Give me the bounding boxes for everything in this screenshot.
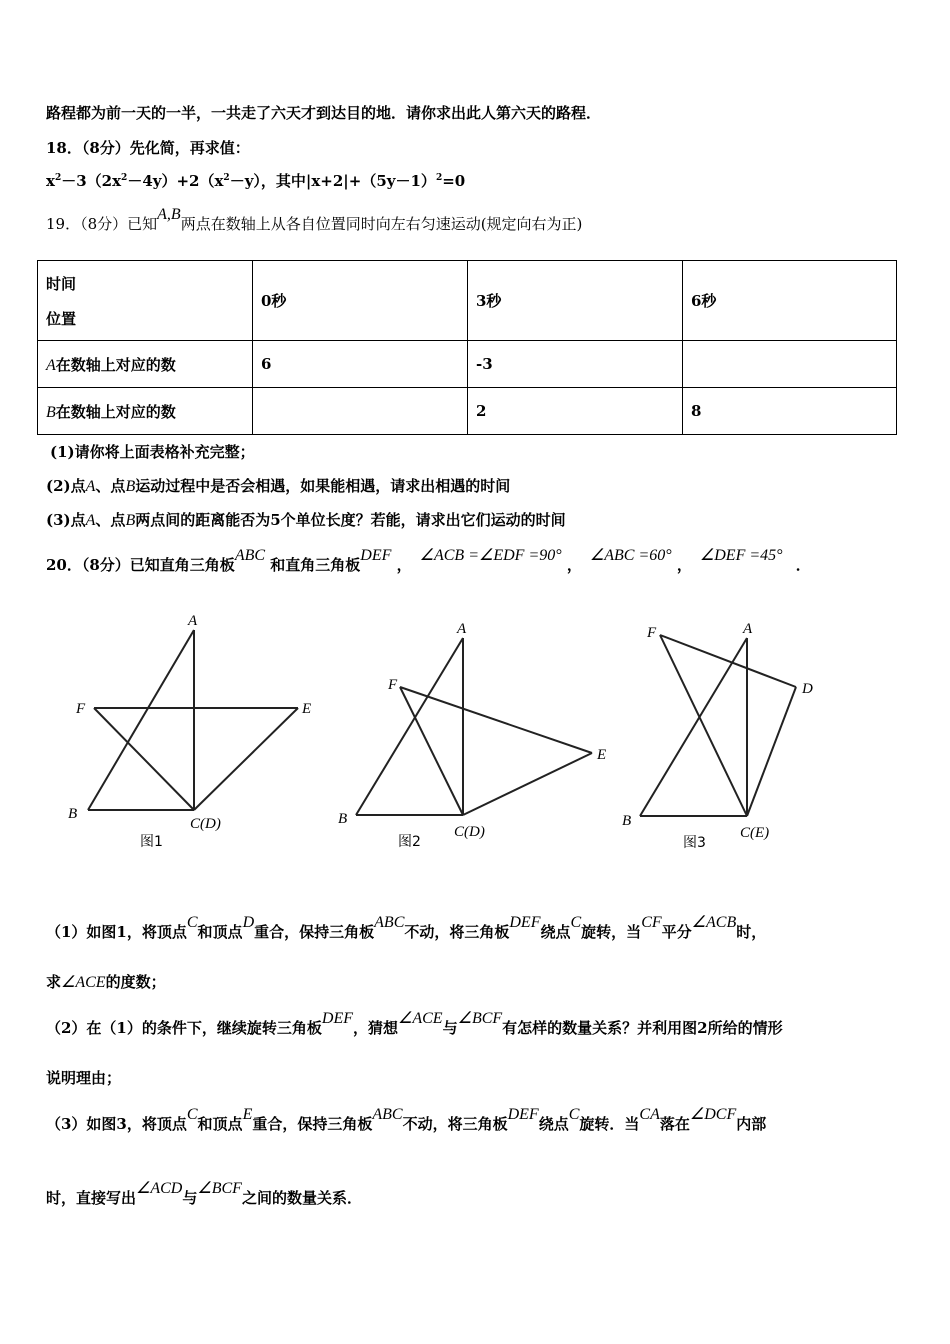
table-header-cell: 6秒 [683,261,897,341]
q20-part2-line2: 说明理由； [46,1069,122,1087]
table-cell [683,341,897,388]
q20-part1-line1: （1）如图1，将顶点C和顶点D重合，保持三角板ABC不动，将三角板DEF绕点C旋转，当CF平分∠ACB时， [46,914,767,941]
table-header-cell: 3秒 [468,261,683,341]
q20-title: 20．（8分）已知直角三角板ABC 和直角三角板DEF ，∠ACB =∠EDF =90° ，∠ABC =60° ，∠DEF =45° ． [46,547,811,574]
q19-table [37,260,897,435]
label-e: E [302,701,312,717]
intro-text: 路程都为前一天的一半，一共走了六天才到达目的地．请你求出此人第六天的路程． [46,104,602,122]
q19-part3: (3)点A、点B两点间的距离能否为5个单位长度？若能，请求出它们运动的时间 [46,511,566,529]
label-a: A [457,621,467,637]
label-cd: C(D) [454,824,485,840]
q19-part2: (2)点A、点B运动过程中是否会相遇，如果能相遇，请求出相遇的时间 [46,477,511,495]
figure-3 [610,605,860,865]
table-row-label: B在数轴上对应的数 [38,388,253,435]
label-b: B [68,806,78,822]
label-a: A [188,613,198,629]
label-ce: C(E) [740,825,770,841]
caption-fig2: 图2 [398,834,421,850]
label-b: B [622,813,632,829]
table-cell [253,388,468,435]
q18-expression: $x^2-3(2x^2-4y)+2(x^2-y)$，其中$|x+2|+(5y-1)^2=0$ [46,172,466,190]
table-row [38,341,897,388]
table-cell: 8 [683,388,897,435]
label-d: D [802,681,813,697]
figure-1 [60,605,330,865]
label-a: A [743,621,753,637]
table-cell: -3 [468,341,683,388]
table-header-corner: 时间 位置 [38,261,253,341]
label-f: F [647,625,657,641]
table-cell: 6 [253,341,468,388]
q18-title: 18．（8分）先化简，再求值： [46,139,250,157]
q20-part1-line2: 求∠ACE的度数； [46,973,166,991]
caption-fig1: 图1 [140,834,163,850]
label-b: B [338,811,348,827]
table-cell: 2 [468,388,683,435]
q19-part1: (1)请你将上面表格补充完整； [50,443,255,461]
q20-part3-line1: （3）如图3，将顶点C和顶点E重合，保持三角板ABC不动，将三角板DEF绕点C旋转．当CA落在∠DCF内部 [46,1106,767,1133]
q20-part2-line1: （2）在（1）的条件下，继续旋转三角板DEF，猜想∠ACE与∠BCF有怎样的数量关系？并利用图2所给的情形 [46,1010,783,1037]
label-f: F [76,701,86,717]
q20-part3-line2: 时，直接写出∠ACD与∠BCF之间的数量关系． [46,1180,362,1207]
table-row-label: A在数轴上对应的数 [38,341,253,388]
q19-title: 19．（8分）已知A,B两点在数轴上从各自位置同时向左右匀速运动(规定向右为正) [46,206,583,233]
figure-2 [330,605,620,865]
label-cd: C(D) [190,816,221,832]
label-e: E [597,747,607,763]
table-header-cell: 0秒 [253,261,468,341]
caption-fig3: 图3 [683,835,706,851]
label-f: F [388,677,398,693]
table-row [38,388,897,435]
